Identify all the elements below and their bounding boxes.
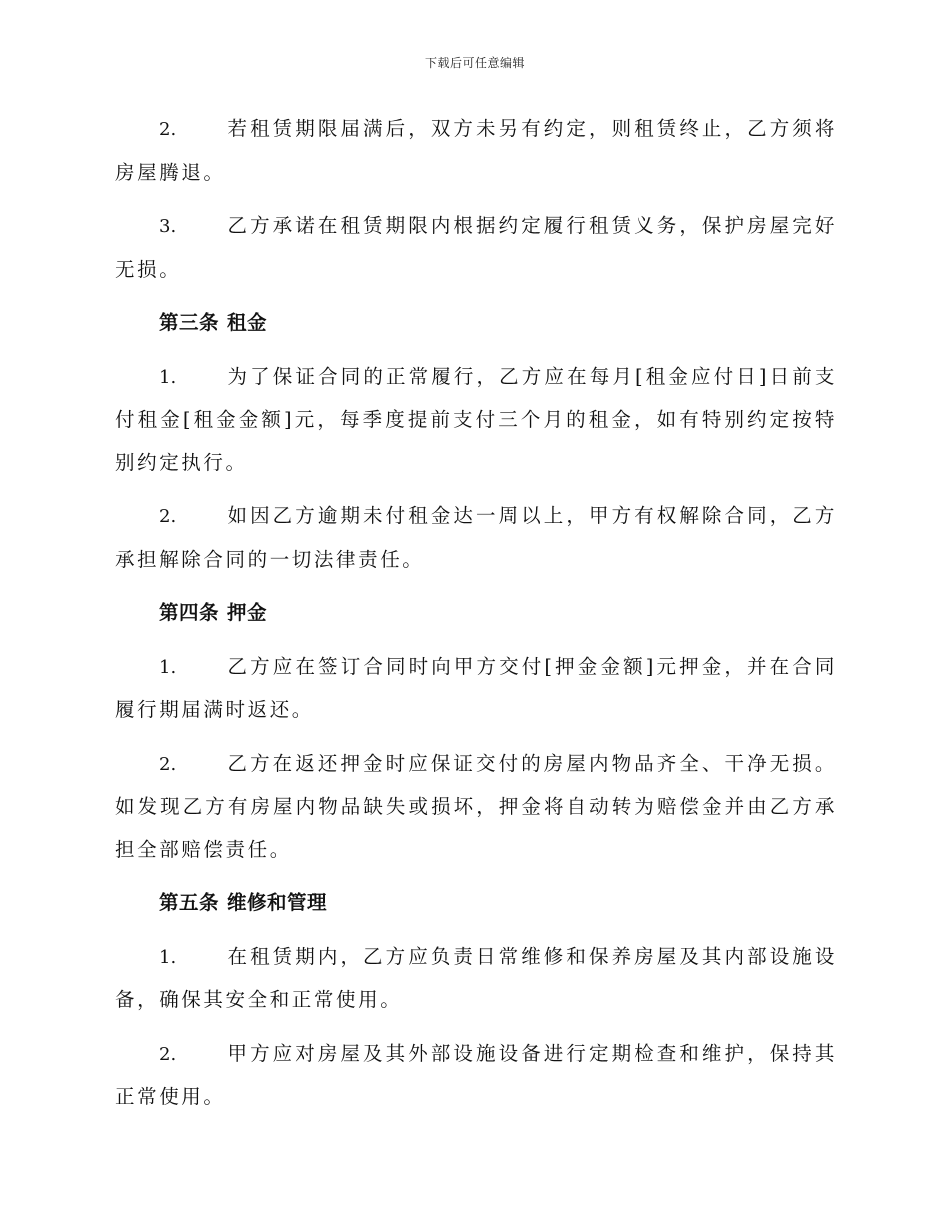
article-label: 第五条 <box>159 891 220 914</box>
clause-number: 1. <box>159 656 177 678</box>
article-name: 押金 <box>227 601 268 624</box>
section-title-article-4 <box>115 592 837 635</box>
clause-text: 如因乙方逾期未付租金达一周以上，甲方有权解除合同，乙方承担解除合同的一切法律责任。 <box>115 504 837 571</box>
section-title-article-3 <box>115 302 837 345</box>
clause-number: 2. <box>159 119 177 140</box>
clause-number: 1. <box>159 946 177 968</box>
article-name: 维修和管理 <box>227 891 328 914</box>
clause-number: 1. <box>159 366 177 388</box>
clause-text: 乙方在返还押金时应保证交付的房屋内物品齐全、干净无损。如发现乙方有房屋内物品缺失或损坏，押金将自动转为赔偿金并由乙方承担全部赔偿责任。 <box>115 751 837 861</box>
clause-3-1 <box>115 356 837 485</box>
header-note: 下载后可任意编辑 <box>424 56 525 70</box>
clause-3-2 <box>115 495 837 581</box>
clause-text: 甲方应对房屋及其外部设施设备进行定期检查和维护，保持其正常使用。 <box>115 1041 837 1108</box>
clause-4-1 <box>115 646 837 732</box>
article-name: 租金 <box>227 311 268 334</box>
clause-number: 2. <box>159 1043 177 1065</box>
clause-number: 2. <box>159 753 177 775</box>
clause-text: 为了保证合同的正常履行，乙方应在每月[租金应付日]日前支付租金[租金金额]元，每季度提前支付三个月的租金，如有特别约定按特别约定执行。 <box>115 364 837 474</box>
clause-5-2 <box>115 1033 837 1119</box>
clause-2-3 <box>115 205 837 291</box>
clause-number: 2. <box>159 506 177 527</box>
clause-5-1 <box>115 936 837 1022</box>
section-title-article-5 <box>115 882 837 925</box>
clause-2-2 <box>115 108 837 194</box>
clause-4-2 <box>115 743 837 872</box>
clause-number: 3. <box>159 216 177 237</box>
clause-text: 若租赁期限届满后，双方未另有约定，则租赁终止，乙方须将房屋腾退。 <box>115 117 837 184</box>
article-label: 第三条 <box>159 311 220 334</box>
clause-text: 乙方承诺在租赁期限内根据约定履行租赁义务，保护房屋完好无损。 <box>115 214 837 281</box>
article-label: 第四条 <box>159 601 220 624</box>
clause-text: 在租赁期内，乙方应负责日常维修和保养房屋及其内部设施设备，确保其安全和正常使用。 <box>115 944 837 1011</box>
contract-body <box>115 108 837 1130</box>
clause-text: 乙方应在签订合同时向甲方交付[押金金额]元押金，并在合同履行期届满时返还。 <box>115 654 837 721</box>
